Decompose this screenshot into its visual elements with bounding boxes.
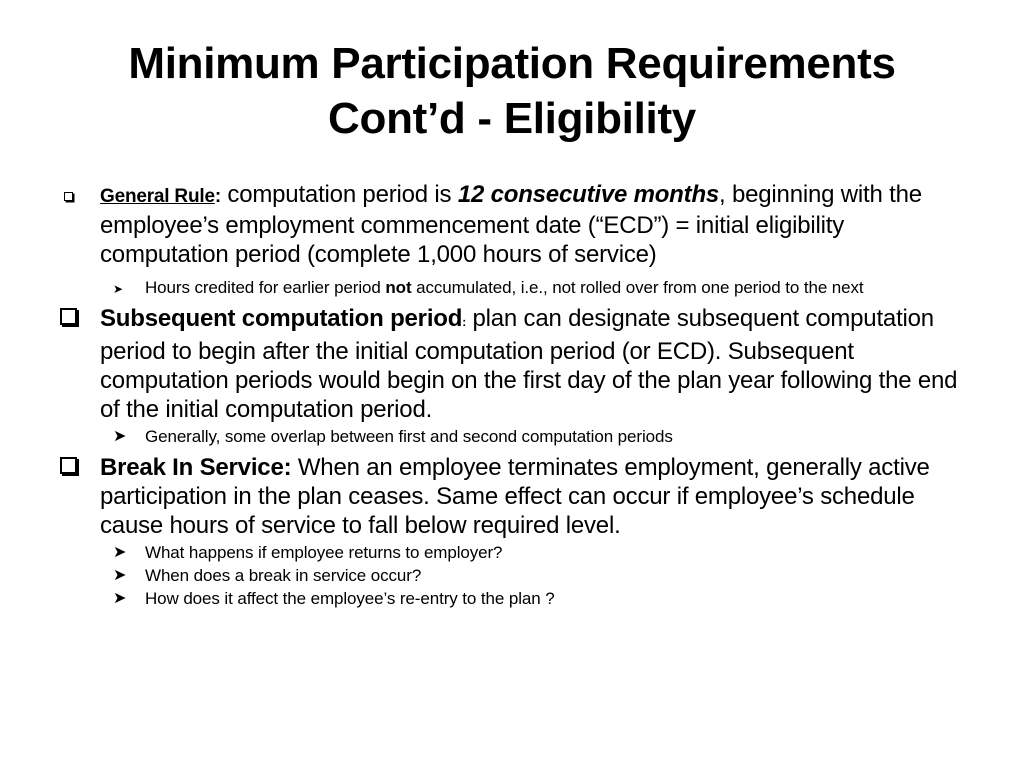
bullet-break-in-service	[60, 453, 970, 540]
overlap-text: Generally, some overlap between first and second computation periods	[145, 427, 673, 446]
subsequent-period-colon: :	[462, 315, 467, 329]
title-line-1: Minimum Participation Requirements	[128, 39, 896, 88]
sub-bullet-hours-credited	[60, 277, 970, 298]
hours-credited-text-1: Hours credited for earlier period	[145, 278, 386, 297]
bullet-subsequent-period	[60, 304, 970, 424]
bullet-general-rule	[60, 180, 970, 269]
arrow-bullet-icon: ➤	[113, 567, 127, 584]
general-rule-text-1: computation period is	[220, 181, 458, 208]
square-bullet-icon	[64, 192, 73, 201]
sub-bullet-reentry	[60, 588, 970, 609]
arrow-bullet-icon: ➤	[113, 590, 127, 607]
general-rule-label: General Rule	[100, 186, 215, 207]
subsequent-period-text: plan can designate subsequent computation period to begin after the initial computation period (or ECD). Subsequent computation periods would begin on the first day of the plan year following the end of the initial computation period.	[100, 305, 958, 423]
returns-text: What happens if employee returns to employer?	[145, 543, 503, 562]
general-rule-colon: :	[214, 186, 221, 207]
bullet-list	[60, 180, 970, 609]
general-rule-emphasis: 12 consecutive months	[457, 181, 720, 208]
arrow-bullet-icon: ➤	[113, 428, 127, 445]
hours-credited-emphasis: not	[385, 278, 412, 297]
sub-bullet-when-break	[60, 565, 970, 586]
square-bullet-icon	[60, 457, 77, 474]
sub-bullet-overlap	[60, 426, 970, 447]
hours-credited-text-2: accumulated, i.e., not rolled over from one period to the next	[411, 278, 864, 297]
arrow-bullet-icon: ➤	[113, 544, 127, 561]
arrow-bullet-icon: ➤	[113, 282, 123, 296]
subsequent-period-label: Subsequent computation period	[100, 305, 463, 332]
reentry-text: How does it affect the employee’s re-entry to the plan ?	[145, 589, 555, 608]
general-rule-text-2: , beginning with the employee’s employment commencement date (“ECD”) = initial eligibility computation period (complete 1,000 hours of service)	[100, 181, 922, 268]
when-break-text: When does a break in service occur?	[145, 566, 422, 585]
break-in-service-label: Break In Service:	[100, 454, 292, 481]
title-line-2: Cont’d - Eligibility	[328, 94, 696, 143]
sub-bullet-returns	[60, 542, 970, 563]
slide-title	[40, 36, 984, 146]
break-in-service-text: When an employee terminates employment, generally active participation in the plan ceases. Same effect can occur if employee’s schedule cause hours of service to fall below required level.	[100, 454, 930, 539]
square-bullet-icon	[60, 308, 77, 325]
